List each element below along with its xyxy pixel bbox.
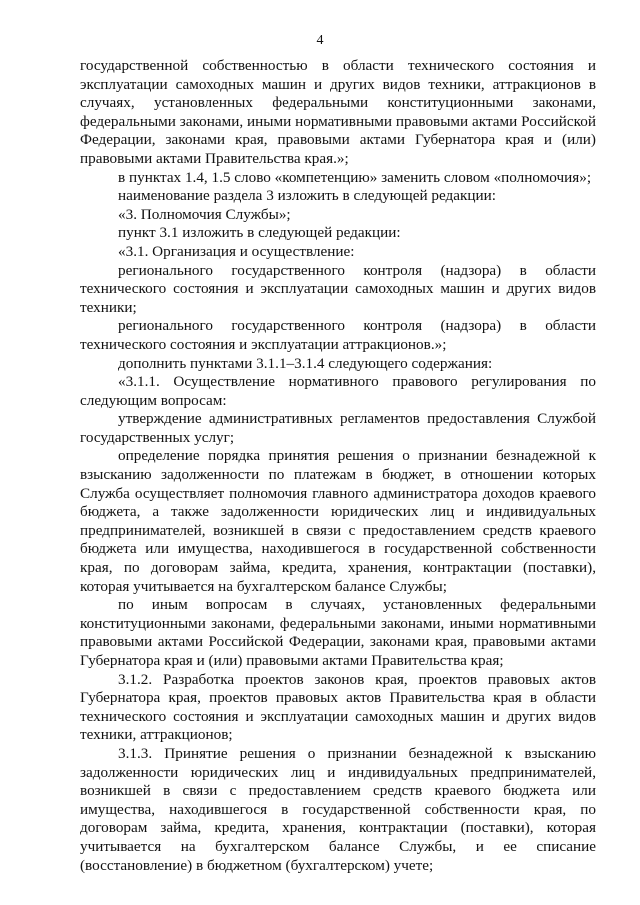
paragraph: в пунктах 1.4, 1.5 слово «компетенцию» заменить словом «полномочия»; (118, 168, 592, 186)
paragraph: по иным вопросам в случаях, установленных федеральными конституционными законами, федеральными законами, иными нормативными правовыми актами Российской Федерации, законами края, правовыми актами Губернатора края и (или) правовыми актами Правительства края; (80, 596, 596, 669)
page-number: 4 (316, 33, 324, 48)
paragraph: наименование раздела 3 изложить в следующей редакции: (118, 187, 496, 205)
paragraph: регионального государственного контроля (надзора) в области технического состояния и эксплуатации самоходных машин и других видов техники; (80, 261, 596, 316)
paragraph: «3. Полномочия Службы»; (118, 205, 291, 223)
paragraph: 3.1.2. Разработка проектов законов края, проектов правовых актов Губернатора края, проектов правовых актов Правительства края в области технического состояния и эксплуатации самоходных машин и других видов техники, аттракционов; (80, 670, 596, 744)
paragraph: дополнить пунктами 3.1.1–3.1.4 следующего содержания: (118, 354, 493, 372)
paragraph: утверждение административных регламентов предоставления Службой государственных услуг; (80, 410, 596, 446)
paragraph: регионального государственного контроля (надзора) в области технического состояния и эксплуатации аттракционов.»; (80, 317, 596, 353)
paragraph: «3.1. Организация и осуществление: (118, 242, 355, 260)
paragraph: 3.1.3. Принятие решения о признании безнадежной к взысканию задолженности юридических лиц и индивидуальных предпринимателей, возникшей в связи с предоставлением средств краевого бюджета или имущества, находившегося в государственной собственности края, по договорам займа, кредита, хранения, контрактации (поставки), которая учитывается на бухгалтерском балансе Службы, и ее списание (восстановление) в бюджетном (бухгалтерском) учете; (80, 744, 596, 874)
paragraph: «3.1.1. Осуществление нормативного правового регулирования по следующим вопросам: (80, 373, 596, 409)
paragraph: определение порядка принятия решения о признании безнадежной к взысканию задолженности по платежам в бюджет, в отношении которых Служба осуществляет полномочия главного администратора доходов краевого бюджета, а также задолженности юридических лиц и индивидуальных предпринимателей, возникшей в связи с предоставлением средств краевого бюджета или имущества, находившегося в государственной собственности края, по договорам займа, кредита, хранения, контрактации (поставки), которая учитывается на бухгалтерском балансе Службы; (80, 447, 596, 595)
document-body (80, 57, 596, 875)
paragraph: государственной собственностью в области технического состояния и эксплуатации самоходных машин и других видов техники, аттракционов в случаях, установленных федеральными конституционными законами, федеральными законами, иными нормативными правовыми актами Российской Федерации, законами края, правовыми актами Губернатора края и (или) правовыми актами Правительства края.»; (80, 57, 596, 167)
paragraph: пункт 3.1 изложить в следующей редакции: (118, 224, 401, 242)
